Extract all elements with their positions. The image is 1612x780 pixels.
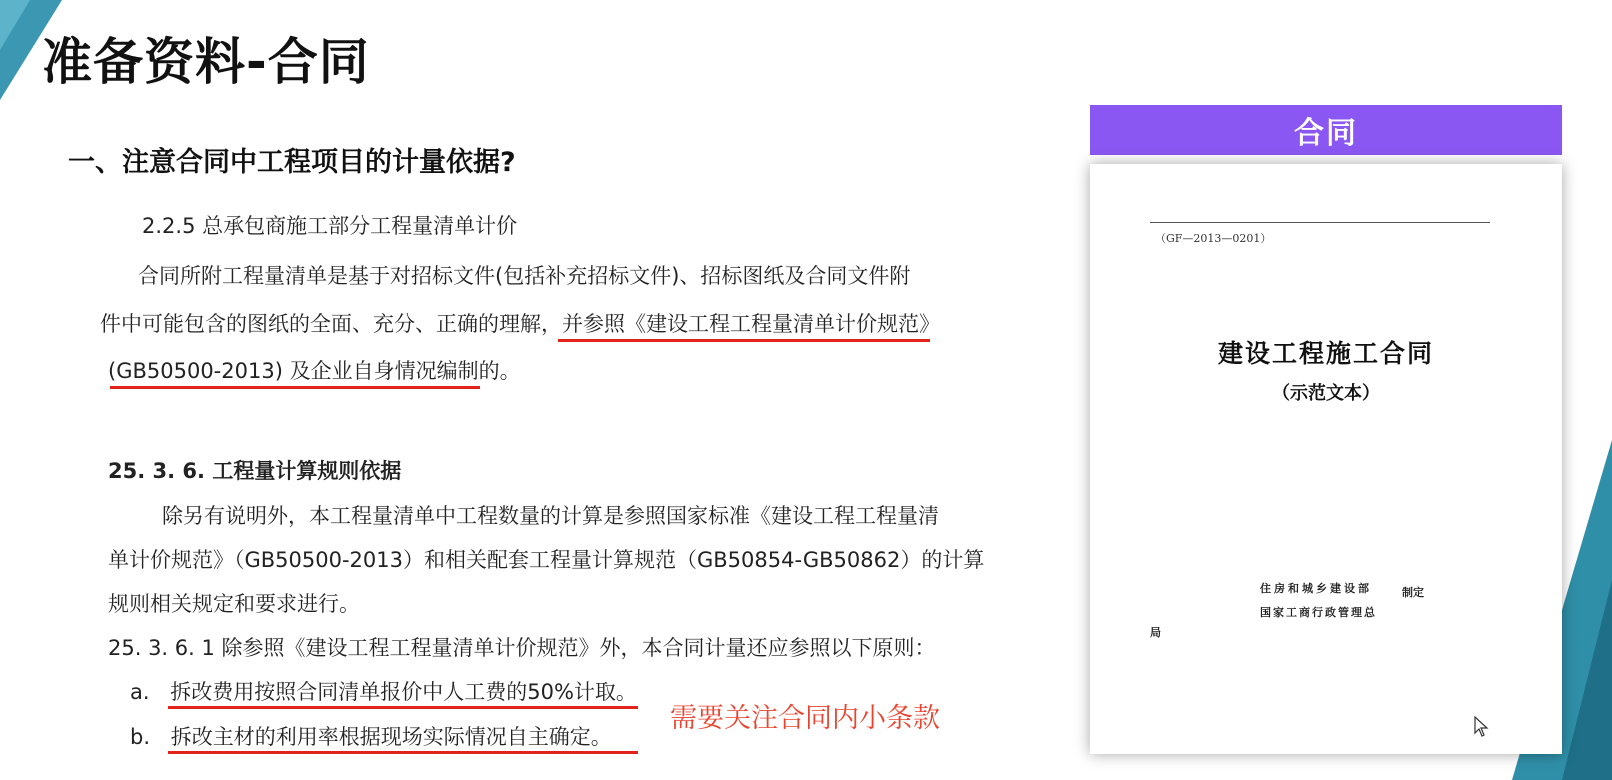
- clause-title: 2.2.5 总承包商施工部分工程量清单计价: [142, 214, 518, 238]
- clause-text: 。: [499, 359, 521, 383]
- red-underline: [558, 339, 930, 342]
- divider: [1150, 222, 1490, 223]
- mouse-pointer-icon: [1474, 716, 1490, 738]
- list-marker: a.: [130, 680, 150, 704]
- clause-text-line: 25. 3. 6. 1 除参照《建设工程工程量清单计价规范》外，本合同计量还应参照以下原则：: [108, 636, 936, 660]
- contract-subtitle: （示范文本）: [1272, 383, 1380, 404]
- list-marker: b.: [130, 725, 151, 749]
- red-underline: [110, 386, 480, 389]
- issuer-line: 住房和城乡建设部: [1260, 582, 1372, 595]
- annotation-note: 需要关注合同内小条款: [670, 703, 940, 734]
- clause-text-line: 合同所附工程量清单是基于对招标文件(包括补充招标文件)、招标图纸及合同文件附: [138, 264, 911, 288]
- highlighted-text: (GB50500-2013) 及企业自身情况编制的: [108, 359, 500, 383]
- list-item-text: 拆改费用按照合同清单报价中人工费的50%计取。: [170, 680, 637, 704]
- clause-text-line: [100, 308, 940, 338]
- issuer-bureau: 局: [1150, 626, 1161, 639]
- issuer-line: 国家工商行政管理总: [1260, 606, 1377, 619]
- issuer-made: 制定: [1402, 586, 1424, 599]
- clause-text-line: 单计价规范》（GB50500-2013）和相关配套工程量计算规范（GB50854-GB50862）的计算: [108, 548, 985, 572]
- clause-text-line: 除另有说明外，本工程量清单中工程数量的计算是参照国家标准《建设工程工程量清: [162, 504, 939, 528]
- contract-card-header: 合同: [1090, 105, 1562, 155]
- red-underline: [168, 706, 638, 709]
- list-item-text: 拆改主材的利用率根据现场实际情况自主确定。: [170, 725, 612, 749]
- slide-title: 准备资料-合同: [42, 33, 370, 91]
- clause-text-line: [108, 355, 521, 385]
- highlighted-text: 并参照《建设工程工程量清单计价规范》: [562, 312, 940, 336]
- clause-text: 件中可能包含的图纸的全面、充分、正确的理解，: [100, 312, 562, 336]
- clause-title: 25. 3. 6. 工程量计算规则依据: [108, 459, 402, 483]
- section-heading: 一、注意合同中工程项目的计量依据?: [68, 147, 516, 178]
- red-underline: [168, 751, 638, 754]
- list-item-b: [130, 721, 612, 751]
- contract-title: 建设工程施工合同: [1217, 339, 1434, 368]
- contract-code: （GF—2013—0201）: [1155, 232, 1272, 245]
- list-item-a: [130, 676, 637, 706]
- clause-text-line: 规则相关规定和要求进行。: [108, 592, 360, 616]
- contract-cover-page: [1090, 164, 1562, 754]
